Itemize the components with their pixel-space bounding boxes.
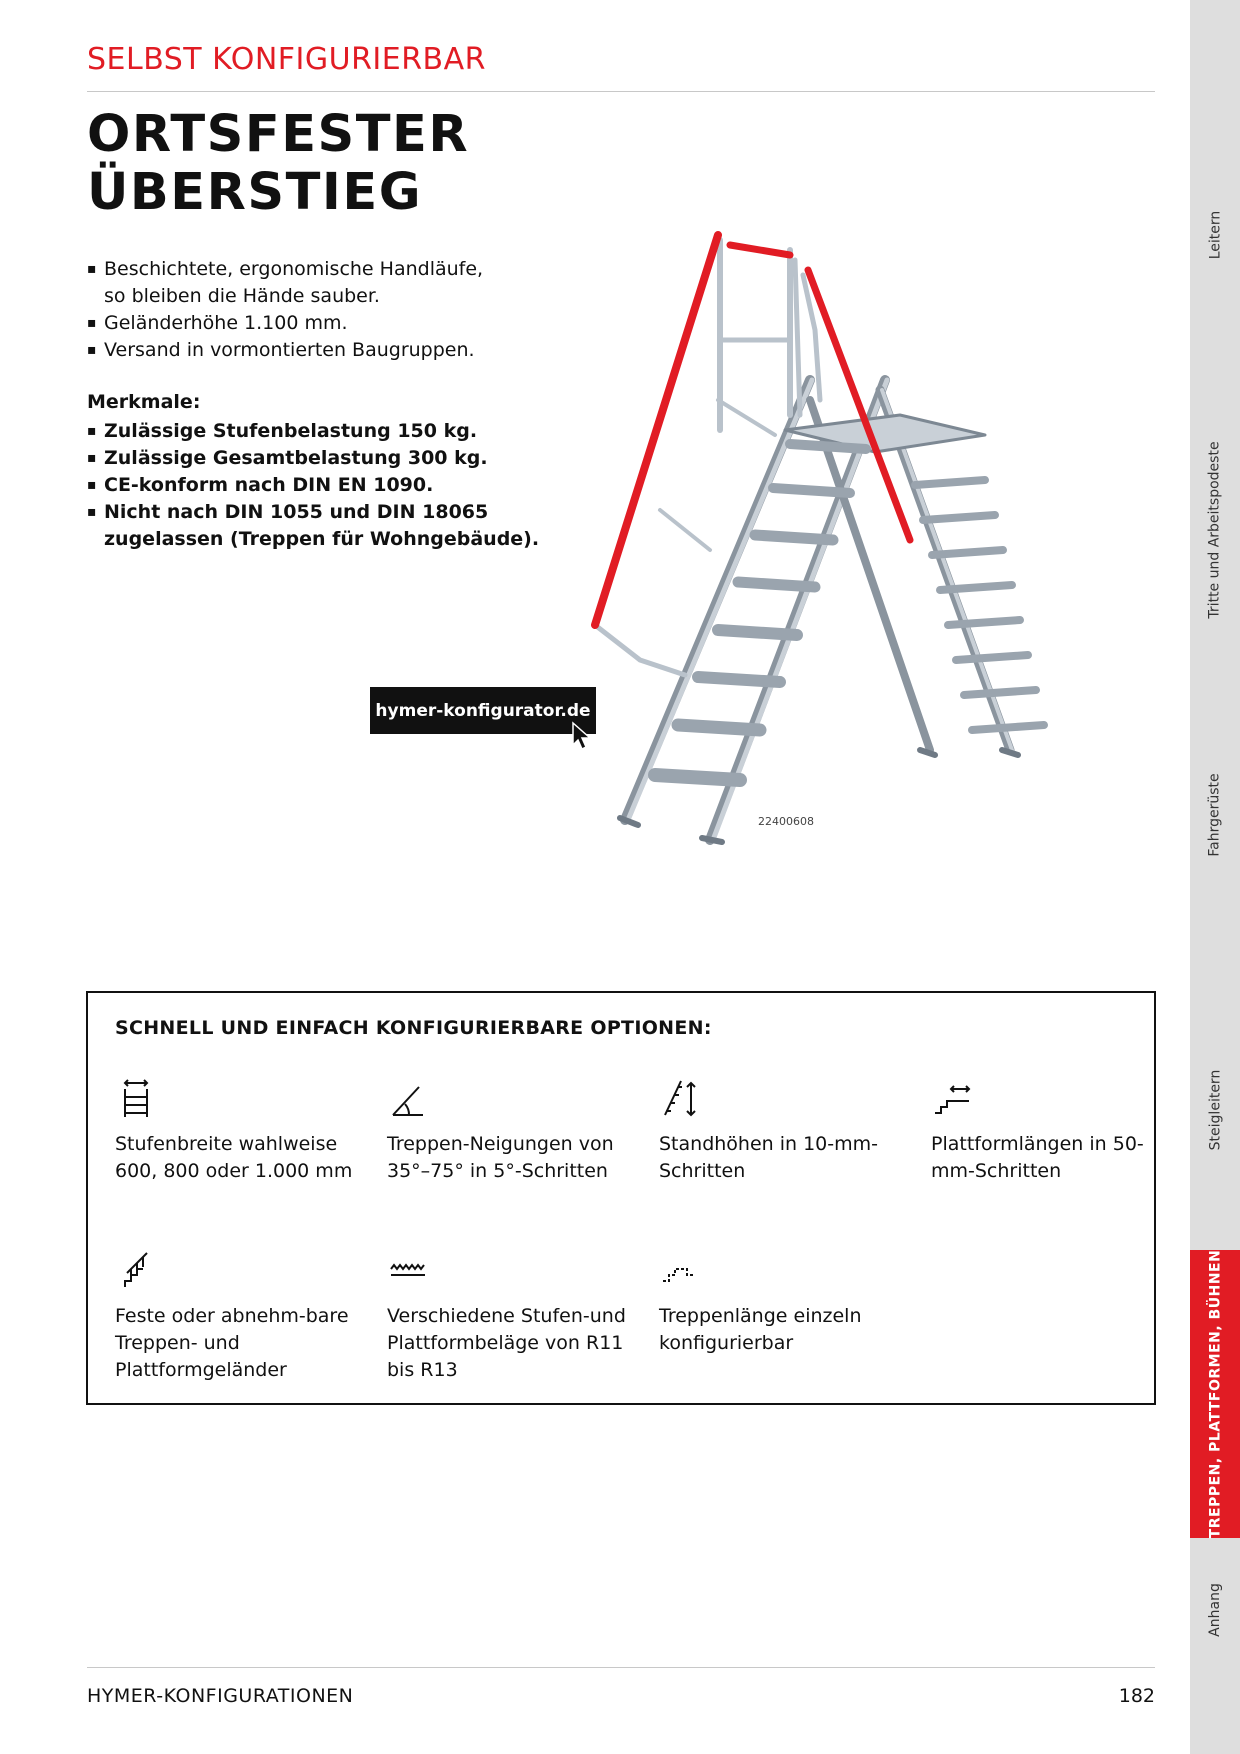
mouse-pointer-icon [571, 721, 593, 751]
page-number: 182 [1118, 1685, 1155, 1707]
merkmal-item: ▪ CE-konform nach DIN EN 1090. [87, 472, 627, 499]
incline-angle-icon [387, 1077, 427, 1117]
tab-steigleitern[interactable]: Steigleitern [1207, 1069, 1223, 1151]
option-label: Treppen-Neigungen von 35°–75° in 5°-Schritten [387, 1133, 614, 1182]
bottom-divider [87, 1667, 1155, 1668]
tab-tritte-arbeitspodeste[interactable]: Tritte und Arbeitspodeste [1207, 441, 1223, 619]
options-heading: SCHNELL UND EINFACH KONFIGURIERBARE OPTIONEN: [115, 1017, 712, 1039]
stair-railing-icon [115, 1249, 155, 1289]
option-label: Stufenbreite wahlweise 600, 800 oder 1.000 mm [115, 1133, 353, 1182]
option-stair-length [659, 1249, 899, 1357]
feature-item: ▪ Geländerhöhe 1.100 mm. [87, 310, 607, 337]
merkmal-item: ▪ Nicht nach DIN 1055 und DIN 18065 zugelassen (Treppen für Wohngebäude). [87, 499, 584, 553]
page-title-line-2: ÜBERSTIEG [87, 163, 423, 222]
feature-item: ▪ Versand in vormontierten Baugruppen. [87, 337, 607, 364]
option-label: Treppenlänge einzeln konfigurierbar [659, 1305, 862, 1354]
option-label: Feste oder abnehm-bare Treppen- und Plattformgeländer [115, 1305, 349, 1381]
option-step-width [115, 1077, 355, 1185]
merkmal-item: ▪ Zulässige Stufenbelastung 150 kg. [87, 418, 627, 445]
footer-section-title: HYMER-KONFIGURATIONEN [87, 1685, 354, 1707]
tab-leitern[interactable]: Leitern [1206, 210, 1223, 260]
section-kicker: SELBST KONFIGURIERBAR [87, 42, 487, 77]
tab-treppen-plattformen-buehnen[interactable]: TREPPEN, PLATTFORMEN, BÜHNEN [1190, 1250, 1240, 1538]
tab-fahrgerueste[interactable]: Fahrgerüste [1207, 773, 1224, 857]
tab-anhang[interactable]: Anhang [1207, 1583, 1224, 1637]
tread-surface-icon [387, 1249, 427, 1289]
stair-length-icon [659, 1249, 699, 1289]
option-platform-length [931, 1077, 1171, 1185]
merkmale-list [87, 418, 627, 553]
stand-height-icon [659, 1077, 699, 1117]
option-railing [115, 1249, 355, 1384]
top-divider [87, 91, 1155, 92]
option-tread-surface [387, 1249, 627, 1384]
chapter-sidebar [1190, 0, 1240, 1754]
option-stand-height [659, 1077, 899, 1185]
options-box [86, 991, 1156, 1405]
page-title-line-1: ORTSFESTER [87, 105, 470, 164]
merkmale-heading: Merkmale: [87, 391, 201, 413]
option-incline [387, 1077, 627, 1185]
option-label: Verschiedene Stufen-und Plattformbeläge von R11 bis R13 [387, 1305, 626, 1381]
configurator-link-button[interactable]: hymer-konfigurator.de [370, 687, 596, 734]
option-label: Plattformlängen in 50-mm-Schritten [931, 1133, 1144, 1182]
feature-list [87, 256, 607, 364]
feature-item: ▪ Beschichtete, ergonomische Handläufe, so bleiben die Hände sauber. [87, 256, 484, 310]
platform-length-icon [931, 1077, 971, 1117]
page-title [87, 106, 469, 222]
step-width-icon [115, 1077, 155, 1117]
product-sku: 22400608 [758, 815, 814, 828]
merkmal-item: ▪ Zulässige Gesamtbelastung 300 kg. [87, 445, 627, 472]
product-image-crossover-stairs [590, 230, 1100, 870]
option-label: Standhöhen in 10-mm-Schritten [659, 1133, 879, 1182]
